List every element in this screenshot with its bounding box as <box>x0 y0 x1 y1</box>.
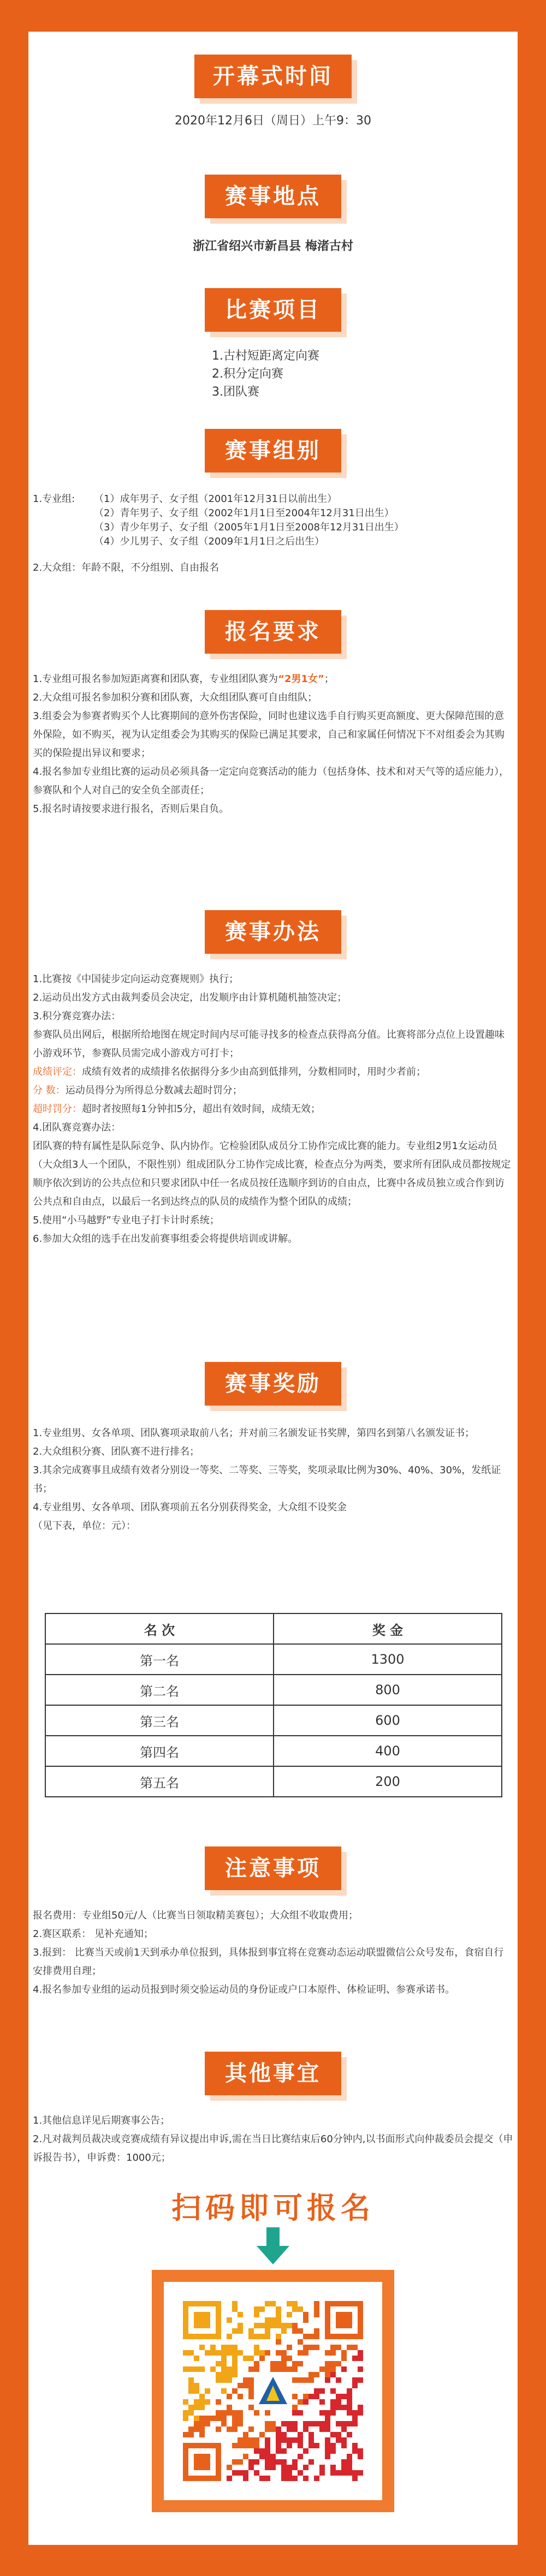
table-cell: 第二名 <box>45 1675 274 1705</box>
qr-frame <box>152 2270 394 2512</box>
table-cell: 第三名 <box>45 1705 274 1736</box>
groups-title: 赛事组别 <box>205 429 341 473</box>
rules-p4-body: 团队赛的特有属性是队际竞争、队内协作。它检验团队成员分工协作完成比赛的能力。专业组2男1女运动员（大众组3人一个团队，不限性别）组成团队分工协作完成比赛，检查点分为两类，要求所有团队成员都按规定顺序依次到访的公共点位和只要求团队中任一名成员按任选顺序到访的自由点，比赛中各成员独立或合作到访公共点和自由点，以最后一名到达终点的队员的成绩作为整个团队的成绩； <box>33 1140 511 1208</box>
awards-p1: 1.专业组男、女各单项、团队赛项录取前八名；并对前三名颁发证书奖牌，第四名到第八名颁发证书； <box>33 1427 475 1439</box>
rules-body <box>28 970 518 1248</box>
notice-p3: 3.报到： 比赛当天或前1天到承办单位报到，具体报到事宜将在竞赛动态运动联盟微信公众号发布，食宿自行安排费用自理； <box>33 1947 504 1977</box>
table-cell: 1300 <box>274 1644 502 1675</box>
notice-p4: 4.报名参加专业组的运动员报到时须交验运动员的身份证或户口本原件、体检证明、参赛承诺书。 <box>33 1984 455 1995</box>
others-section <box>28 2052 518 2167</box>
requirements-section <box>28 610 518 818</box>
notice-body <box>28 1906 518 1999</box>
list-item: （2）青年男子、女子组（2002年1月1日至2004年12月31日出生） <box>94 507 394 519</box>
rules-p1: 1.比赛按《中国徒步定向运动竞赛规则》执行； <box>33 973 239 985</box>
awards-p3: 3.其余完成赛事且成绩有效者分别设一等奖、二等奖、三等奖，奖项录取比例为30%、40%、30%，发纸证书； <box>33 1465 501 1495</box>
others-body <box>28 2112 518 2167</box>
requirements-title: 报名要求 <box>205 610 341 654</box>
groups-section <box>28 429 518 575</box>
opening-time: 2020年12月6日（周日）上午9：30 <box>175 114 371 128</box>
table-cell: 600 <box>274 1705 502 1736</box>
awards-body <box>28 1424 518 1535</box>
prize-table <box>45 1613 502 1797</box>
rules-p5: 5.使用“小马越野”专业电子打卡计时系统； <box>33 1215 219 1226</box>
table-cell: 第一名 <box>45 1644 274 1675</box>
groups-pro <box>28 492 518 549</box>
rules-p4: 4.团队赛竞赛办法： <box>33 1122 121 1133</box>
list-item: 1.古村短距离定向赛 <box>212 349 319 363</box>
requirements-p1: 1.专业组可报名参加短距离赛和团队赛，专业组团队赛为“2男1女”； <box>33 673 334 685</box>
rules-p3-score: 成绩评定：成绩有效者的成绩排名依据得分多少由高到低排列，分数相同时，用时少者前； <box>33 1066 426 1078</box>
notice-p2: 2.赛区联系： 见补充通知； <box>33 1928 153 1940</box>
table-row <box>45 1736 502 1766</box>
rules-p3: 3.积分赛竞赛办法： <box>33 1011 121 1022</box>
table-row <box>45 1675 502 1705</box>
rules-p3-body: 参赛队员出网后，根据所给地图在规定时间内尽可能寻找多的检查点获得高分值。比赛将部分点位上设置趣味小游戏环节，参赛队员需完成小游戏方可打卡； <box>33 1029 505 1059</box>
events-title: 比赛项目 <box>205 288 341 332</box>
awards-title: 赛事奖励 <box>205 1362 341 1406</box>
table-cell: 第四名 <box>45 1736 274 1766</box>
rules-p2: 2.运动员出发方式由裁判委员会决定，出发顺序由计算机随机抽签决定； <box>33 992 347 1003</box>
requirements-p5: 5.报名时请按要求进行报名，否则后果自负。 <box>33 803 229 815</box>
table-row <box>45 1766 502 1797</box>
list-item: 2.积分定向赛 <box>212 367 283 381</box>
list-item: 3.团队赛 <box>212 385 259 399</box>
rules-p3-overtime: 超时罚分：超时者按照每1分钟扣5分，超出有效时间，成绩无效； <box>33 1103 321 1115</box>
awards-section <box>28 1362 518 1535</box>
others-p1: 1.其他信息详见后期赛事公告； <box>33 2115 170 2126</box>
groups-pro-label: 1.专业组: <box>33 493 75 505</box>
arrow-down-icon <box>257 2227 289 2266</box>
awards-p4-unit: （见下表，单位：元）： <box>33 1520 136 1532</box>
table-header-cell: 名 次 <box>45 1613 274 1644</box>
qr-code-container[interactable] <box>164 2282 382 2500</box>
requirements-p3: 3.组委会为参赛者购买个人比赛期间的意外伤害保险，同时也建议选手自行购买更高额度、更大保障范围的意外保险，如不购买，视为认定组委会为其购买的保险已满足其要求，自己和家属任何情况下不对组委会为其购买的保险提出异议和要求； <box>33 710 505 759</box>
rules-p6: 6.参加大众组的选手在出发前赛事组委会将提供培训或讲解。 <box>33 1233 298 1245</box>
table-header-cell: 奖 金 <box>274 1613 502 1644</box>
groups-mass: 2.大众组：年龄不限，不分组别、自由报名 <box>33 562 219 573</box>
venue-text: 浙江省绍兴市新昌县 梅渚古村 <box>193 240 353 253</box>
others-p2: 2.凡对裁判员裁决或竞赛成绩有异议提出申诉,需在当日比赛结束后60分钟内,以书面形式向仲裁委员会提交（申诉报告书），申诉费：1000元； <box>33 2133 513 2163</box>
others-title: 其他事宜 <box>205 2052 341 2095</box>
poster-card <box>28 32 518 2545</box>
qr-code-icon[interactable] <box>164 2282 382 2500</box>
events-list <box>28 347 518 401</box>
table-cell: 200 <box>274 1766 502 1797</box>
rules-title: 赛事办法 <box>205 910 341 954</box>
table-cell: 800 <box>274 1675 502 1705</box>
scan-title: 扫码即可报名 <box>171 2191 375 2225</box>
highlight-text: “2男1女” <box>278 673 324 685</box>
requirements-body <box>28 670 518 818</box>
notice-section <box>28 1846 518 1999</box>
list-item: （4）少儿男子、女子组（2009年1月1日之后出生） <box>94 536 325 547</box>
notice-p1: 报名费用：专业组50元/人（比赛当日领取精美赛包）；大众组不收取费用； <box>33 1910 358 1921</box>
awards-p2: 2.大众组积分赛、团队赛不进行排名； <box>33 1446 200 1457</box>
list-item: （3）青少年男子、女子组（2005年1月1日至2008年12月31日出生） <box>94 522 404 533</box>
notice-title: 注意事项 <box>205 1846 341 1890</box>
table-cell: 400 <box>274 1736 502 1766</box>
groups-pro-list <box>94 492 404 549</box>
table-row <box>45 1644 502 1675</box>
rules-p3-penalty: 分 数：运动员得分为所得总分数减去超时罚分； <box>33 1085 242 1096</box>
opening-title: 开幕式时间 <box>194 55 352 98</box>
awards-p4: 4.专业组男、女各单项、团队赛项前五名分别获得奖金，大众组不设奖金 <box>33 1502 347 1513</box>
requirements-p4: 4.报名参加专业组比赛的运动员必须具备一定定向竞赛活动的能力（包括身体、技术和对天气等的适应能力），参赛队和个人对自己的安全负全部责任； <box>33 766 509 796</box>
requirements-p2: 2.大众组可报名参加积分赛和团队赛，大众组团队赛可自由组队； <box>33 692 318 703</box>
events-section <box>28 288 518 401</box>
table-header-row <box>45 1613 502 1644</box>
venue-title: 赛事地点 <box>205 175 341 218</box>
table-row <box>45 1705 502 1736</box>
rules-section <box>28 910 518 1248</box>
venue-section <box>28 175 518 254</box>
list-item: （1）成年男子、女子组（2001年12月31日以前出生） <box>94 493 337 505</box>
opening-section <box>28 55 518 128</box>
table-cell: 第五名 <box>45 1766 274 1797</box>
